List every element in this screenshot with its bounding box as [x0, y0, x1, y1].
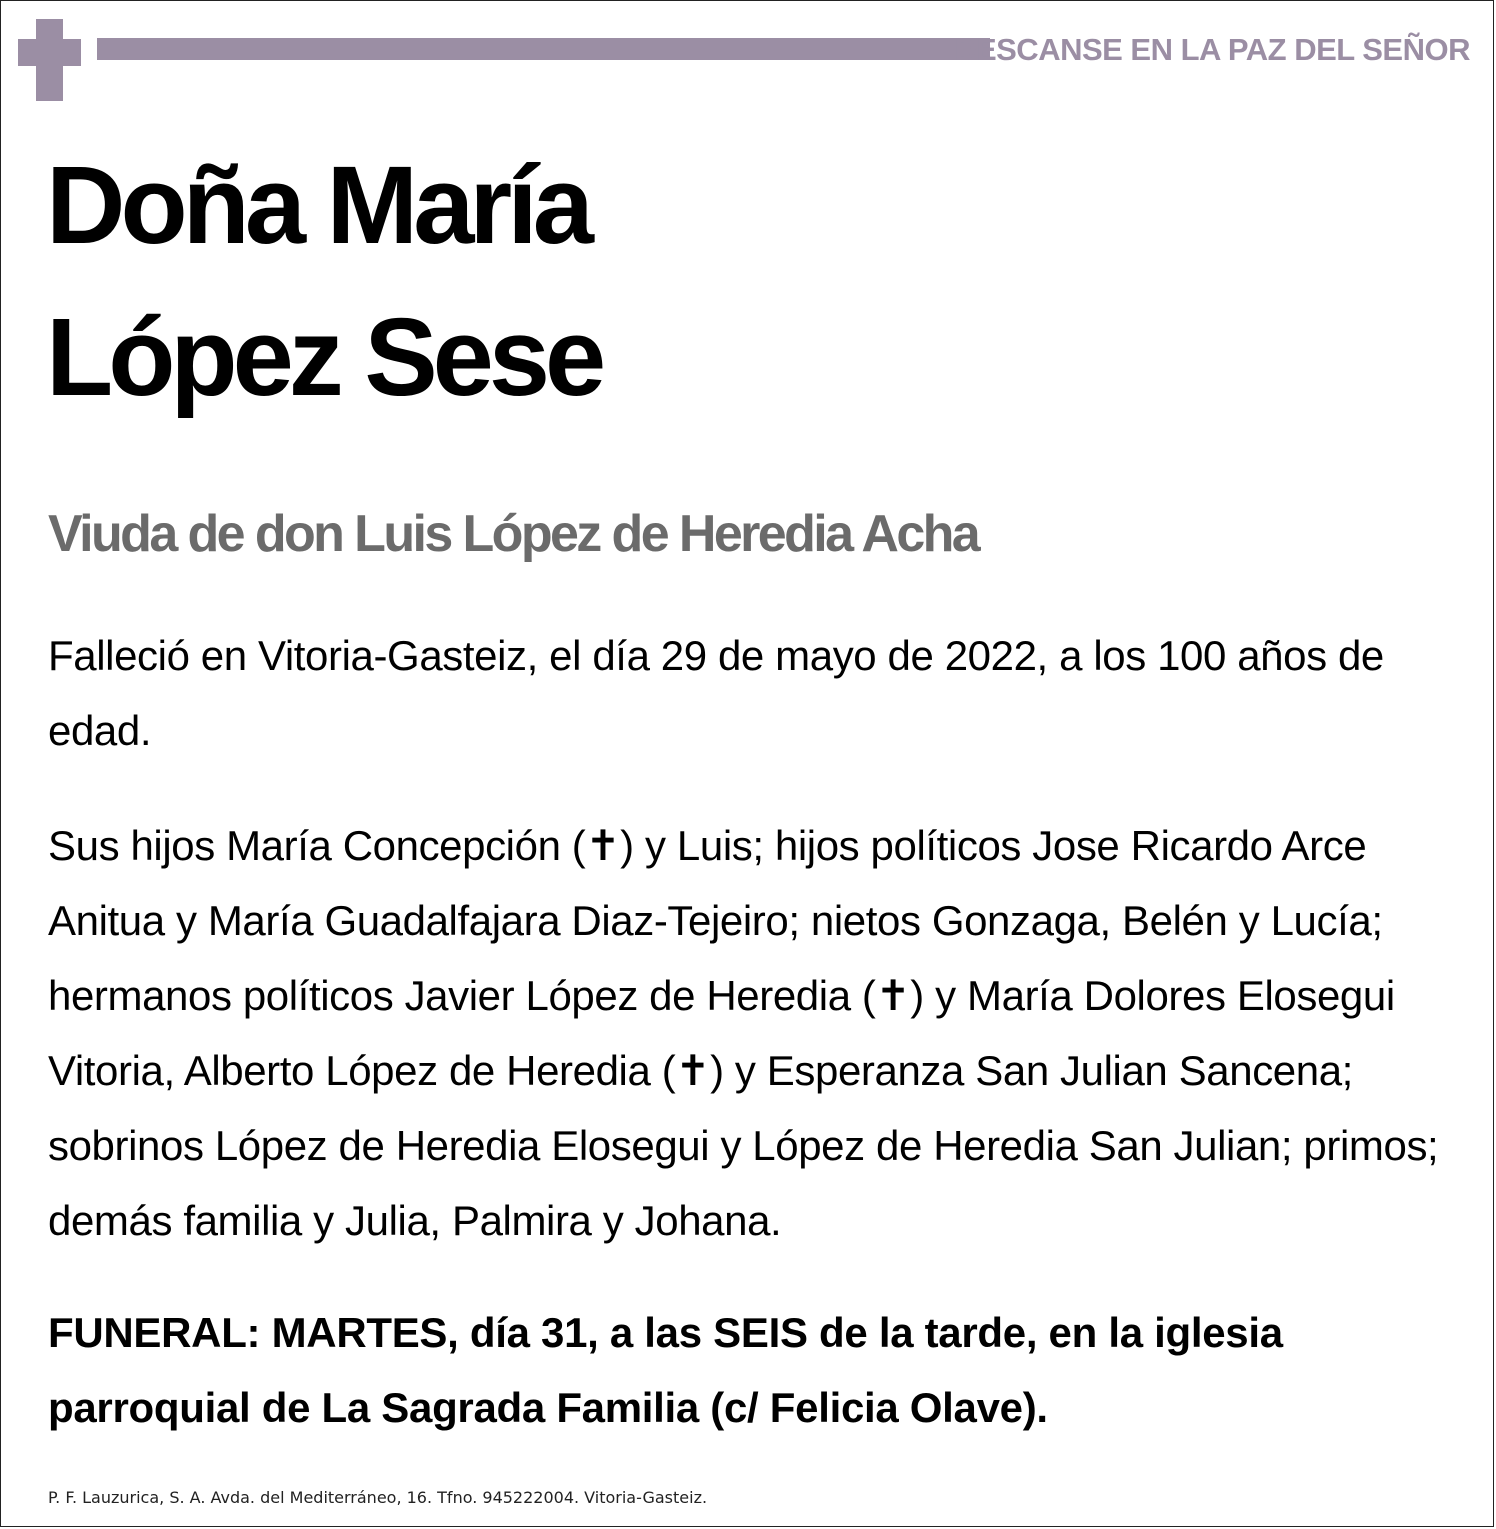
family-paragraph: Sus hijos María Concepción (✝) y Luis; hijos políticos Jose Ricardo Arce Anitua y María Guadalfajara Diaz-Tejeiro; nietos Gonzaga, Belén y Lucía; hermanos políticos Javier López de Heredia (✝) y María Dolores Elosegui Vitoria, Alberto López de Heredia (✝) y Esperanza San Julian Sancena; sobrinos López de Heredia Elosegui y López de Heredia San Julian; primos; demás familia y Julia, Palmira y Johana. [48, 822, 1439, 1244]
cross-icon-horizontal [18, 39, 81, 66]
funeral-paragraph: FUNERAL: MARTES, día 31, a las SEIS de la tarde, en la iglesia parroquial de La Sagrada Familia (c/ Felicia Olave). [48, 1309, 1283, 1431]
death-notice-paragraph: Falleció en Vitoria-Gasteiz, el día 29 de mayo de 2022, a los 100 años de edad. [48, 632, 1384, 754]
deceased-name [46, 130, 601, 434]
deceased-name-line2: López Sese [46, 296, 602, 419]
header-banner-text: DESCANSE EN LA PAZ DEL SEÑOR [954, 32, 1470, 67]
funeral-home-footer: P. F. Lauzurica, S. A. Avda. del Mediterráneo, 16. Tfno. 945222004. Vitoria-Gasteiz. [48, 1488, 708, 1507]
deceased-name-line1: Doña María [46, 144, 589, 267]
widow-of-line: Viuda de don Luis López de Heredia Acha [48, 505, 979, 563]
header-rule [97, 38, 990, 60]
